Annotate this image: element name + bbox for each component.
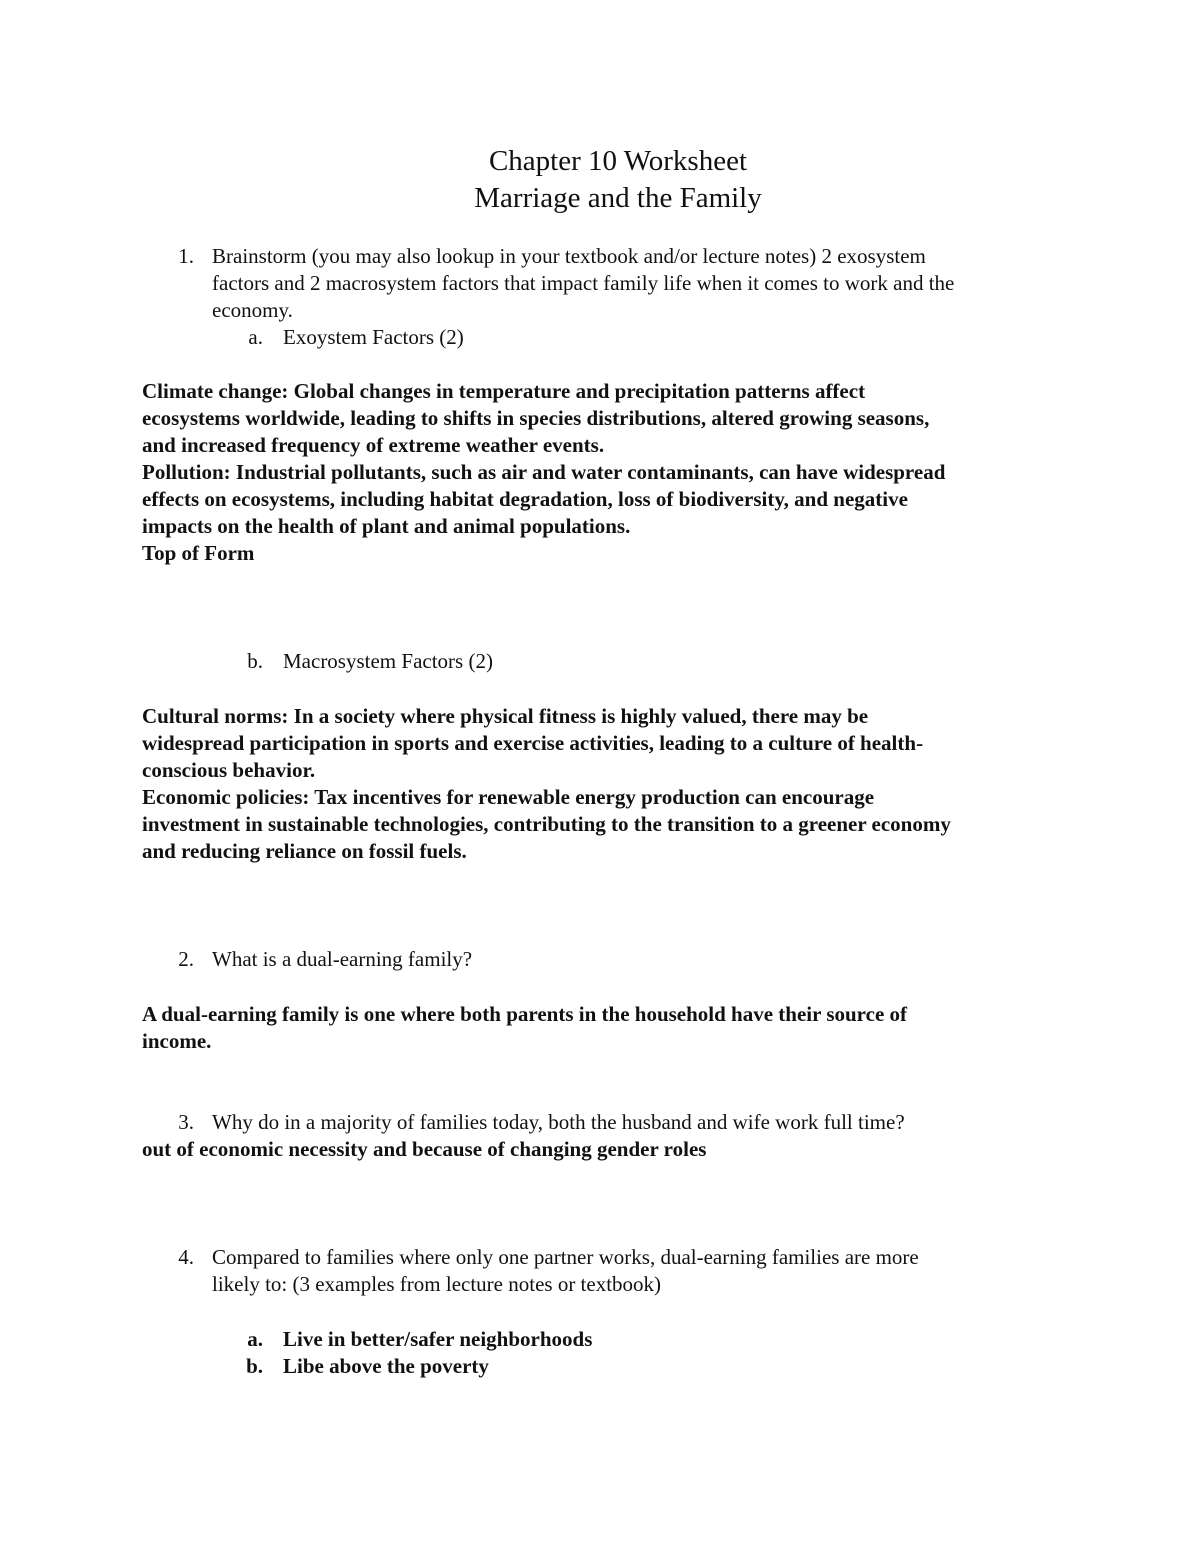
- question-2-number: 2.: [178, 947, 194, 971]
- question-3-prompt: Why do in a majority of families today, both the husband and wife work full time?: [212, 1110, 905, 1134]
- answer-1b-line: Cultural norms: In a society where physical fitness is highly valued, there may be: [142, 704, 869, 728]
- answer-3: out of economic necessity and because of changing gender roles: [142, 1137, 707, 1161]
- answer-1a-line: effects on ecosystems, including habitat degradation, loss of biodiversity, and negative: [142, 487, 908, 511]
- page-subtitle: Marriage and the Family: [474, 182, 762, 214]
- question-1-prompt-line: Brainstorm (you may also lookup in your textbook and/or lecture notes) 2 exosystem: [212, 244, 926, 268]
- answer-1b-line: Economic policies: Tax incentives for renewable energy production can encourage: [142, 785, 875, 809]
- answer-4a-marker: a.: [247, 1327, 263, 1351]
- answer-1a-line: Top of Form: [142, 541, 255, 565]
- answer-1a-line: impacts on the health of plant and animal populations.: [142, 514, 631, 538]
- answer-1b-line: conscious behavior.: [142, 758, 316, 782]
- question-1-prompt-line: economy.: [212, 298, 293, 322]
- question-1-prompt-line: factors and 2 macrosystem factors that impact family life when it comes to work and the: [212, 271, 955, 295]
- answer-1b-line: investment in sustainable technologies, contributing to the transition to a greener economy: [142, 812, 951, 836]
- answer-4b-marker: b.: [246, 1354, 263, 1378]
- answer-1a-line: and increased frequency of extreme weather events.: [142, 433, 605, 457]
- question-1b-label: Macrosystem Factors (2): [283, 649, 493, 673]
- answer-2-line: income.: [142, 1029, 212, 1053]
- question-1b-marker: b.: [247, 649, 263, 673]
- answer-1a-line: Climate change: Global changes in temperature and precipitation patterns affect: [142, 379, 866, 403]
- answer-1a-line: ecosystems worldwide, leading to shifts in species distributions, altered growing seasons,: [142, 406, 930, 430]
- question-2-prompt: What is a dual-earning family?: [212, 947, 473, 971]
- page-title: Chapter 10 Worksheet: [488, 145, 748, 177]
- question-1a-marker: a.: [248, 325, 263, 349]
- question-4-prompt-line: Compared to families where only one partner works, dual-earning families are more: [212, 1245, 919, 1269]
- question-1a-label: Exoystem Factors (2): [283, 325, 464, 349]
- question-3-number: 3.: [178, 1110, 194, 1134]
- answer-1b-line: widespread participation in sports and exercise activities, leading to a culture of health-: [142, 731, 924, 755]
- question-4-number: 4.: [178, 1245, 194, 1269]
- answer-2-line: A dual-earning family is one where both parents in the household have their source of: [142, 1002, 908, 1026]
- answer-4a: Live in better/safer neighborhoods: [283, 1327, 593, 1351]
- answer-1a-line: Pollution: Industrial pollutants, such as air and water contaminants, can have widespread: [142, 460, 946, 484]
- question-1-number: 1.: [178, 244, 194, 268]
- question-4-prompt-line: likely to: (3 examples from lecture notes or textbook): [212, 1272, 662, 1296]
- answer-4b: Libe above the poverty: [283, 1354, 489, 1378]
- answer-1b-line: and reducing reliance on fossil fuels.: [142, 839, 467, 863]
